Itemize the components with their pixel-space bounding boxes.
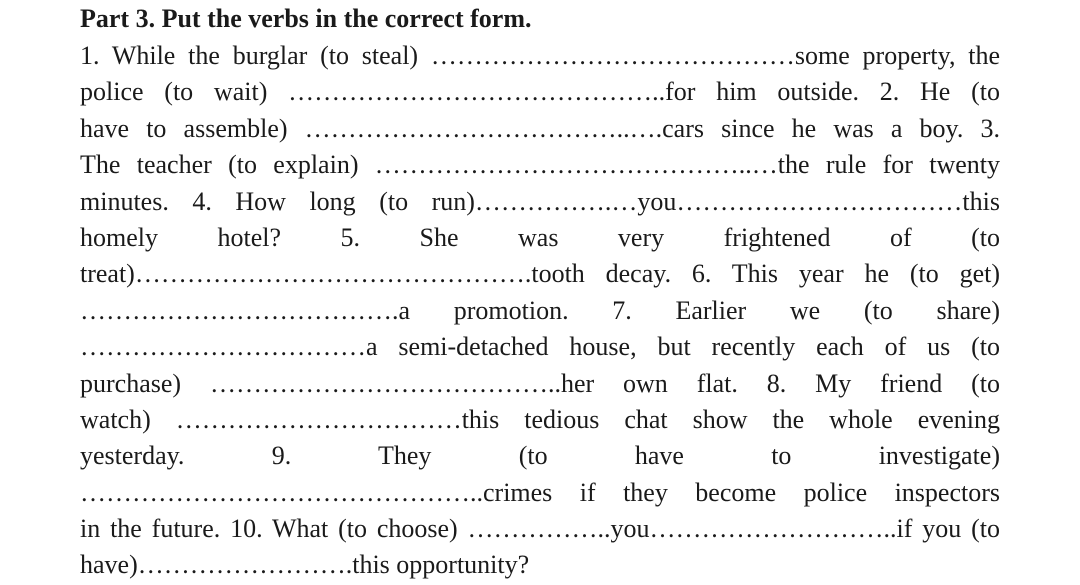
text-line-13 (80, 475, 1000, 511)
text-line-10: purchase) …………………………………..her own flat. 8. My friend (to (80, 368, 1000, 398)
line-text: treat)……………………………………….tooth decay. 6. This year he (to get) (80, 259, 1000, 289)
exercise-title: Part 3. Put the verbs in the correct form. (80, 4, 532, 33)
text-line-4 (80, 147, 1000, 183)
text-line-15 (80, 547, 1000, 583)
text-line-12: yesterday. 9. They (to have to investigate) (80, 441, 1000, 471)
text-line-7 (80, 256, 1000, 292)
line-text: ……………………………a semi-detached house, but recently each of us (to (80, 332, 1000, 362)
text-line-3 (80, 111, 1000, 147)
exercise-document (80, 4, 1000, 584)
line-text: minutes. 4. How long (to run)…………….…you……………………………this (80, 186, 1000, 216)
line-text: in the future. 10. What (to choose) ……………..you………………………..if you (to (80, 514, 1000, 544)
line-text: ………………………………………..crimes if they become police inspectors (80, 477, 1000, 507)
line-text: 1. While the burglar (to steal) ……………………………………some property, the (80, 41, 1000, 70)
line-text: The teacher (to explain) ……………………………………..…the rule for twenty (80, 150, 1000, 180)
text-line-2 (80, 74, 1000, 110)
line-text: have)…………………….this opportunity? (80, 550, 530, 580)
line-text: have to assemble) ………………………………..….cars since he was a boy. 3. (80, 113, 1000, 143)
text-line-1 (80, 38, 1000, 74)
line-text: police (to wait) ……………………………………..for him outside. 2. He (to (80, 77, 1000, 107)
text-line-9 (80, 329, 1000, 365)
text-line-14 (80, 511, 1000, 547)
text-line-5 (80, 184, 1000, 220)
text-line-11: watch) ……………………………this tedious chat show the whole evening (80, 404, 1000, 434)
text-line-8: ……………………………….a promotion. 7. Earlier we (to share) (80, 295, 1000, 325)
text-line-6: homely hotel? 5. She was very frightened of (to (80, 222, 1000, 252)
